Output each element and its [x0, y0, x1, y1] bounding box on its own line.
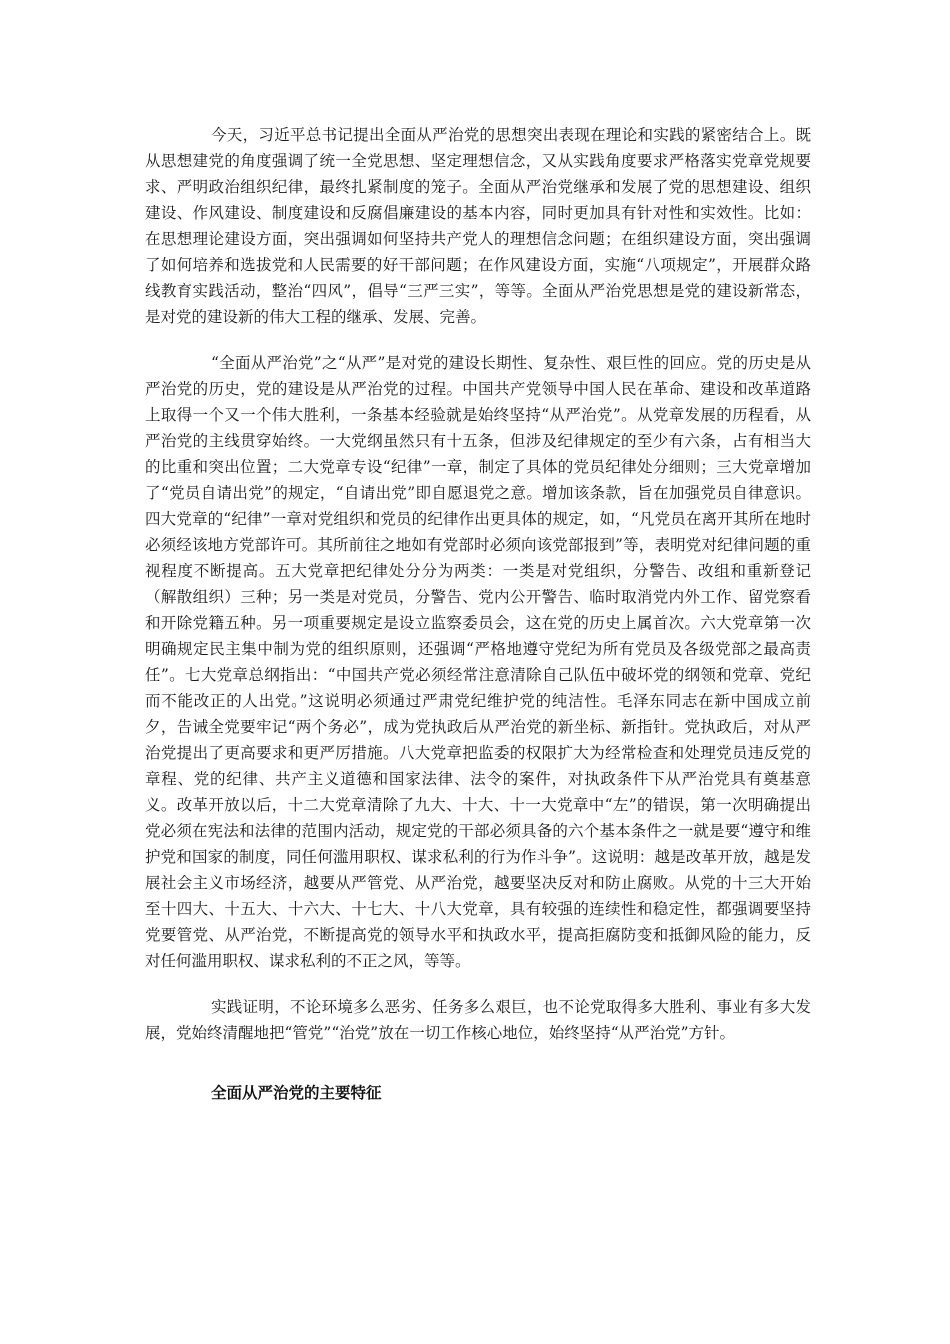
paragraph-1: 今天，习近平总书记提出全面从严治党的思想突出表现在理论和实践的紧密结合上。既从思想建党的角度强调了统一全党思想、坚定理想信念，又从实践角度要求严格落实党章党规要求、严明政治组织纪律，最终扎紧制度的笼子。全面从严治党继承和发展了党的思想建设、组织建设、作风建设、制度建设和反腐倡廉建设的基本内容，同时更加具有针对性和实效性。比如：在思想理论建设方面，突出强调如何坚持共产党人的理想信念问题；在组织建设方面，突出强调了如何培养和选拔党和人民需要的好干部问题；在作风建设方面，实施“八项规定”，开展群众路线教育实践活动，整治“四风”，倡导“三严三实”，等等。全面从严治党思想是党的建设新常态，是对党的建设新的伟大工程的继承、发展、完善。 — [145, 126, 811, 326]
paragraph-2: “全面从严治党”之“从严”是对党的建设长期性、复杂性、艰巨性的回应。党的历史是从严治党的历史，党的建设是从严治党的过程。中国共产党领导中国人民在革命、建设和改革道路上取得一个又一个伟大胜利，一条基本经验就是始终坚持“从严治党”。从党章发展的历程看，从严治党的主线贯穿始终。一大党纲虽然只有十五条，但涉及纪律规定的至少有六条，占有相当大的比重和突出位置；二大党章专设“纪律”一章，制定了具体的党员纪律处分细则；三大党章增加了“党员自请出党”的规定，“自请出党”即自愿退党之意。增加该条款，旨在加强党员自律意识。四大党章的“纪律”一章对党组织和党员的纪律作出更具体的规定，如，“凡党员在离开其所在地时必须经该地方党部许可。其所前往之地如有党部时必须向该党部报到”等，表明党对纪律问题的重视程度不断提高。五大党章把纪律处分分为两类：一类是对党组织，分警告、改组和重新登记（解散组织）三种；另一类是对党员，分警告、党内公开警告、临时取消党内外工作、留党察看和开除党籍五种。另一项重要规定是设立监察委员会，这在党的历史上属首次。六大党章第一次明确规定民主集中制为党的组织原则，还强调“严格地遵守党纪为所有党员及各级党部之最高责任”。七大党章总纲指出：“中国共产党必须经常注意清除自己队伍中破坏党的纲领和党章、党纪而不能改正的人出党。”这说明必须通过严肃党纪维护党的纯洁性。毛泽东同志在新中国成立前夕，告诫全党要牢记“两个务必”，成为党执政后从严治党的新坐标、新指针。党执政后，对从严治党提出了更高要求和更严厉措施。八大党章把监委的权限扩大为经常检查和处理党员违反党的章程、党的纪律、共产主义道德和国家法律、法令的案件，对执政条件下从严治党具有奠基意义。改革开放以后，十二大党章清除了九大、十大、十一大党章中“左”的错误，第一次明确提出党必须在宪法和法律的范围内活动，规定党的干部必须具备的六个基本条件之一就是要“遵守和维护党和国家的制度，同任何滥用职权、谋求私利的行为作斗争”。这说明：越是改革开放，越是发展社会主义市场经济，越要从严管党、从严治党，越要坚决反对和防止腐败。从党的十三大开始至十四大、十五大、十六大、十七大、十八大党章，具有较强的连续性和稳定性，都强调要坚持党要管党、从严治党，不断提高党的领导水平和执政水平，提高拒腐防变和抵御风险的能力，反对任何滥用职权、谋求私利的不正之风，等等。 — [145, 354, 811, 970]
section-heading: 全面从严治党的主要特征 — [211, 1084, 382, 1102]
document-body — [145, 122, 811, 1106]
paragraph-3: 实践证明，不论环境多么恶劣、任务多么艰巨，也不论党取得多大胜利、事业有多大发展，党始终清醒地把“管党”“治党”放在一切工作核心地位，始终坚持“从严治党”方针。 — [145, 998, 811, 1042]
